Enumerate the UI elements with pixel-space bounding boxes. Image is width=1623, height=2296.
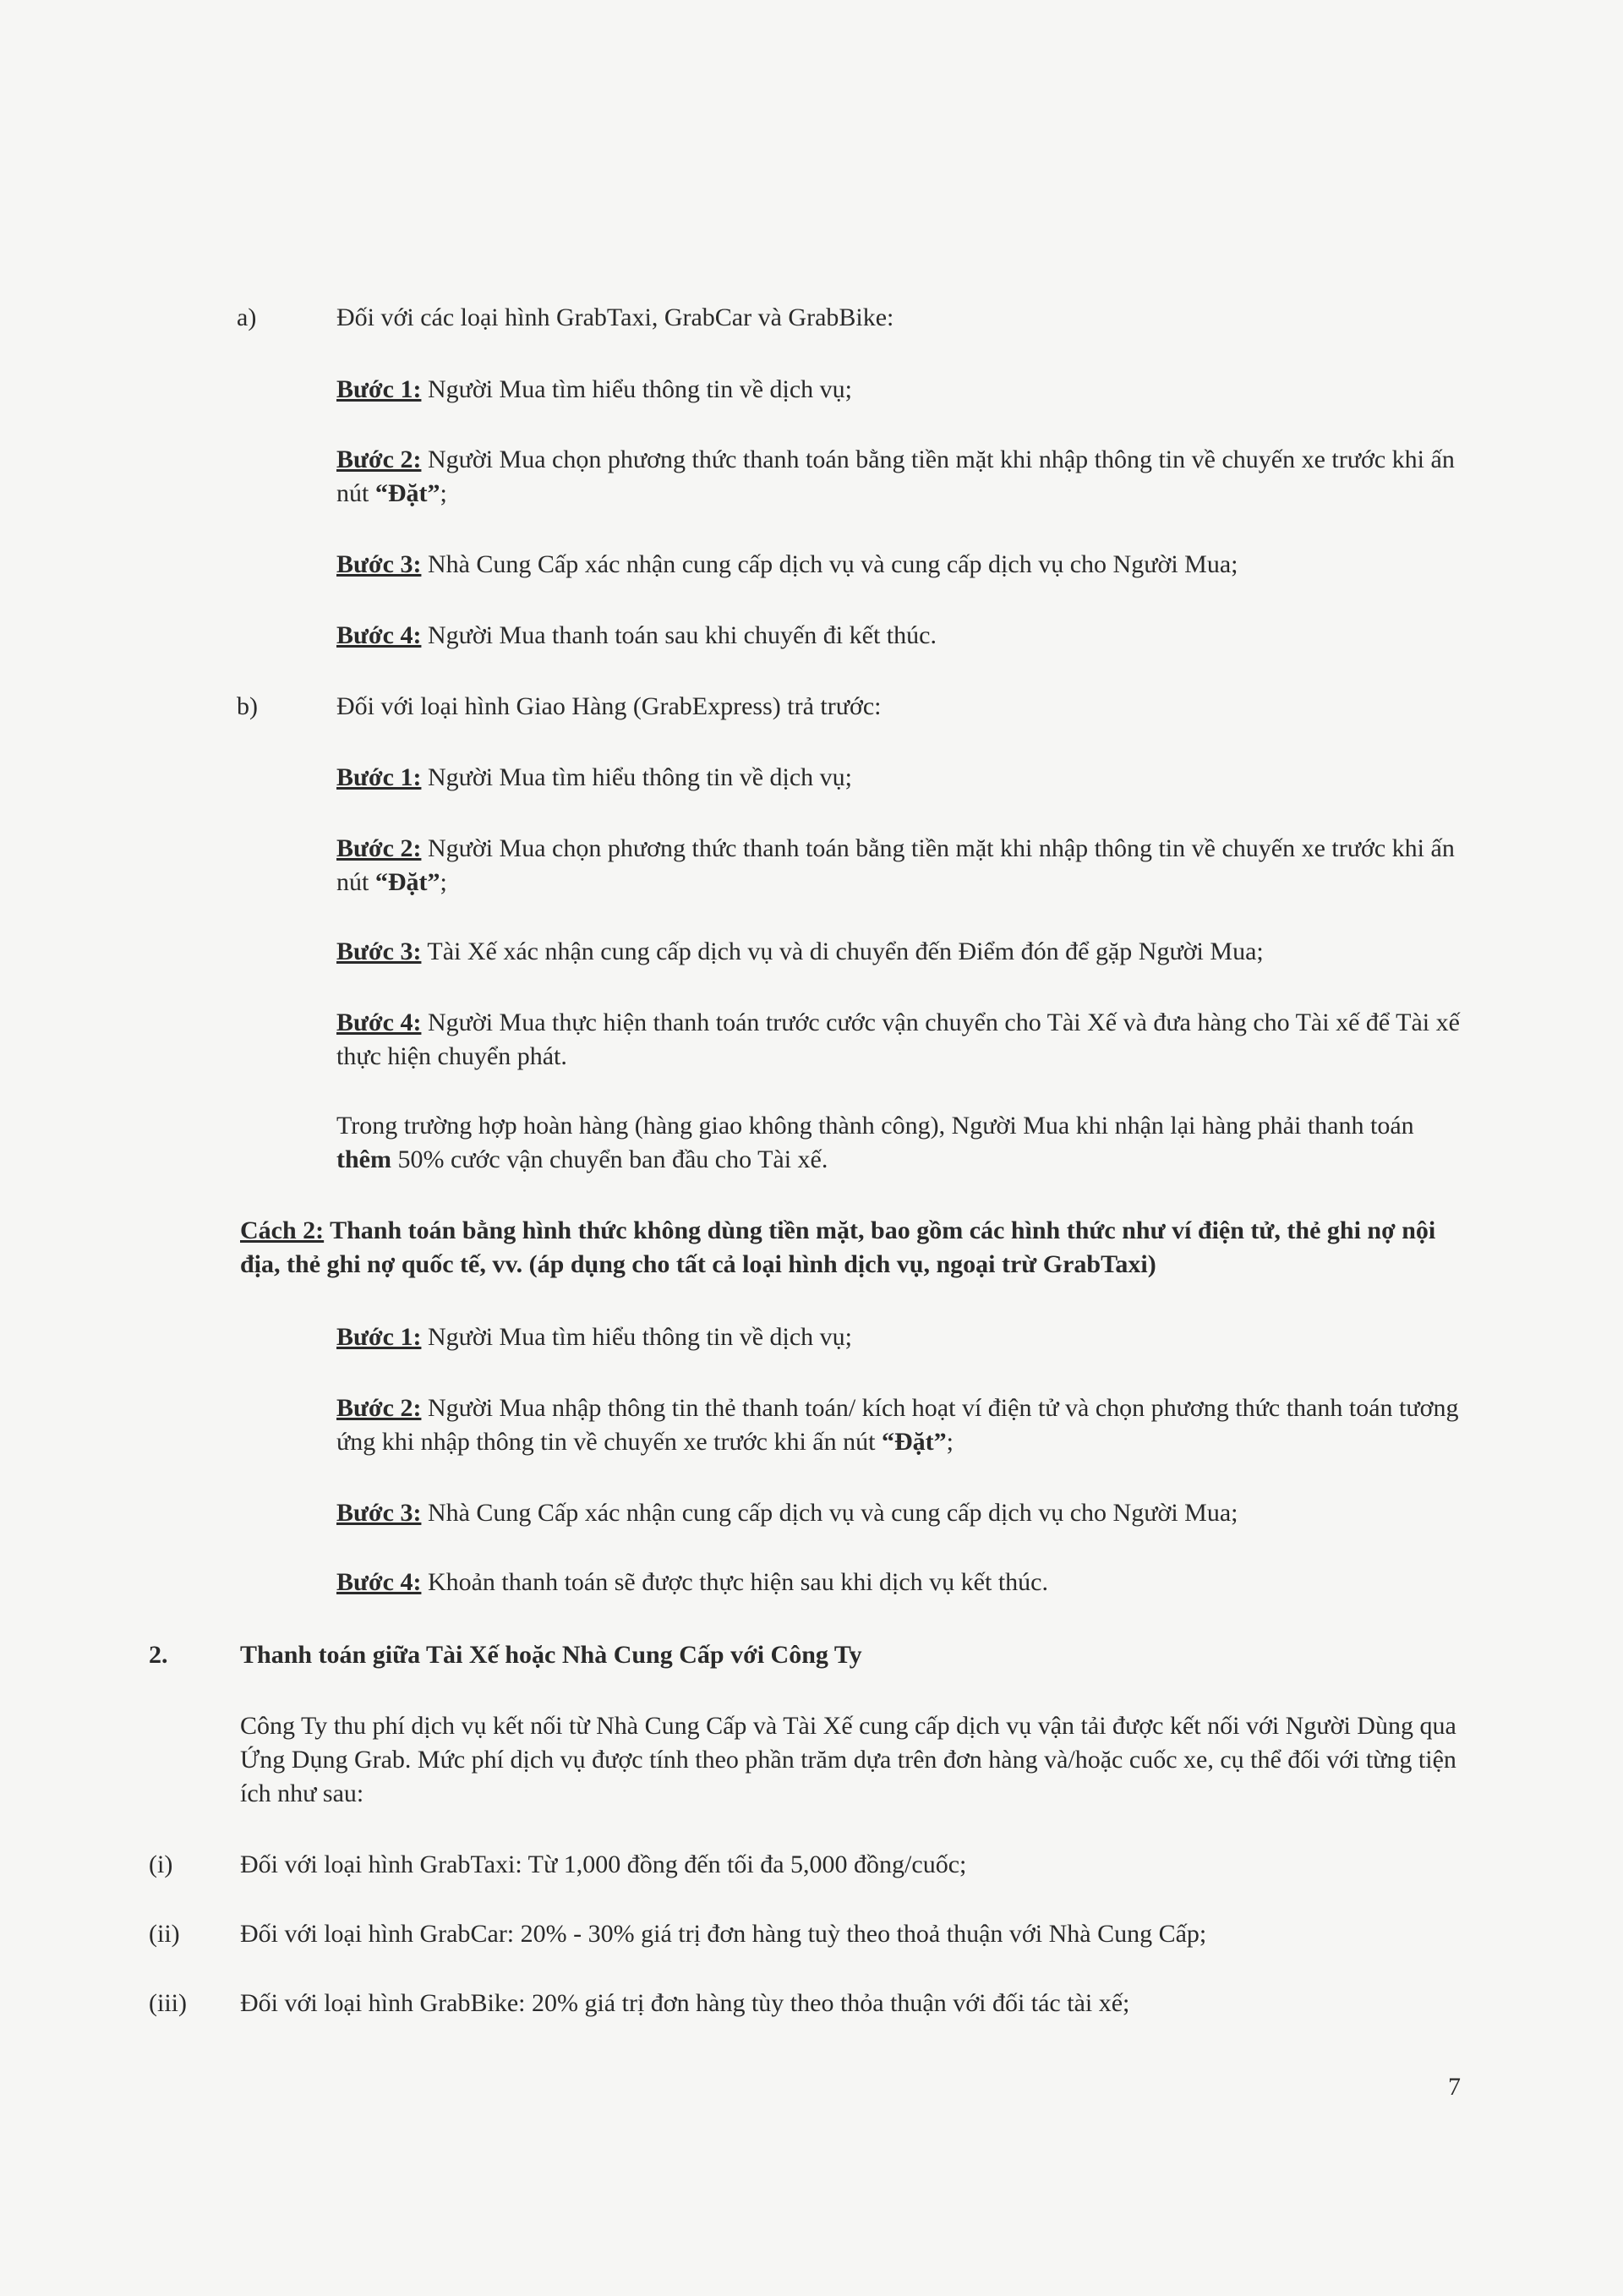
section-2-marker: 2. <box>149 1641 168 1669</box>
item-iii-text: Đối với loại hình GrabBike: 20% giá trị đơn hàng tùy theo thỏa thuận với đối tác tài xế; <box>240 1989 1130 2017</box>
section-a-marker: a) <box>237 303 257 331</box>
cach-2-heading: Cách 2: Thanh toán bằng hình thức không dùng tiền mặt, bao gồm các hình thức như ví điện tử, thẻ ghi nợ nội địa, thẻ ghi nợ quốc tế, vv. (áp dụng cho tất cả loại hình dịch vụ, ngoại trừ GrabTaxi) <box>240 1216 1436 1278</box>
section-b-step-4: Bước 4: Người Mua thực hiện thanh toán trước cước vận chuyển cho Tài Xế và đưa hàng cho Tài xế để Tài xế thực hiện chuyển phát. <box>336 1009 1460 1070</box>
page-number: 7 <box>1448 2073 1461 2101</box>
section-a-step-4: Bước 4: Người Mua thanh toán sau khi chuyến đi kết thúc. <box>336 621 937 649</box>
item-ii-text: Đối với loại hình GrabCar: 20% - 30% giá trị đơn hàng tuỳ theo thoả thuận với Nhà Cung Cấp; <box>240 1920 1207 1948</box>
cach-2-step-3: Bước 3: Nhà Cung Cấp xác nhận cung cấp dịch vụ và cung cấp dịch vụ cho Người Mua; <box>336 1499 1238 1527</box>
section-b-marker: b) <box>237 692 258 720</box>
section-a-title: Đối với các loại hình GrabTaxi, GrabCar và GrabBike: <box>336 303 894 331</box>
section-a-step-2: Bước 2: Người Mua chọn phương thức thanh toán bằng tiền mặt khi nhập thông tin về chuyến xe trước khi ấn nút “Đặt”; <box>336 446 1455 507</box>
item-iii-marker: (iii) <box>149 1989 187 2017</box>
cach-2-step-1: Bước 1: Người Mua tìm hiểu thông tin về dịch vụ; <box>336 1323 853 1351</box>
section-a-step-3: Bước 3: Nhà Cung Cấp xác nhận cung cấp dịch vụ và cung cấp dịch vụ cho Người Mua; <box>336 550 1238 578</box>
section-b-step-3: Bước 3: Tài Xế xác nhận cung cấp dịch vụ và di chuyển đến Điểm đón để gặp Người Mua; <box>336 938 1264 965</box>
item-i-marker: (i) <box>149 1850 173 1878</box>
section-b-title: Đối với loại hình Giao Hàng (GrabExpress) trả trước: <box>336 692 882 720</box>
section-b-step-1: Bước 1: Người Mua tìm hiểu thông tin về dịch vụ; <box>336 763 853 791</box>
section-2-intro: Công Ty thu phí dịch vụ kết nối từ Nhà Cung Cấp và Tài Xế cung cấp dịch vụ vận tải được kết nối với Người Dùng qua Ứng Dụng Grab. Mức phí dịch vụ được tính theo phần trăm dựa trên đơn hàng và/hoặc cuốc xe, cụ thể đối với từng tiện ích như sau: <box>240 1712 1456 1807</box>
section-a-step-1: Bước 1: Người Mua tìm hiểu thông tin về dịch vụ; <box>336 375 853 403</box>
section-b-note: Trong trường hợp hoàn hàng (hàng giao không thành công), Người Mua khi nhận lại hàng phải thanh toán thêm 50% cước vận chuyển ban đầu cho Tài xế. <box>336 1112 1414 1173</box>
section-2-title: Thanh toán giữa Tài Xế hoặc Nhà Cung Cấp với Công Ty <box>240 1641 862 1669</box>
section-b-step-2: Bước 2: Người Mua chọn phương thức thanh toán bằng tiền mặt khi nhập thông tin về chuyến xe trước khi ấn nút “Đặt”; <box>336 834 1455 896</box>
item-ii-marker: (ii) <box>149 1920 180 1948</box>
cach-2-step-4: Bước 4: Khoản thanh toán sẽ được thực hiện sau khi dịch vụ kết thúc. <box>336 1568 1048 1596</box>
cach-2-step-2: Bước 2: Người Mua nhập thông tin thẻ thanh toán/ kích hoạt ví điện tử và chọn phương thức thanh toán tương ứng khi nhập thông tin về chuyến xe trước khi ấn nút “Đặt”; <box>336 1394 1459 1456</box>
item-i-text: Đối với loại hình GrabTaxi: Từ 1,000 đồng đến tối đa 5,000 đồng/cuốc; <box>240 1850 967 1878</box>
